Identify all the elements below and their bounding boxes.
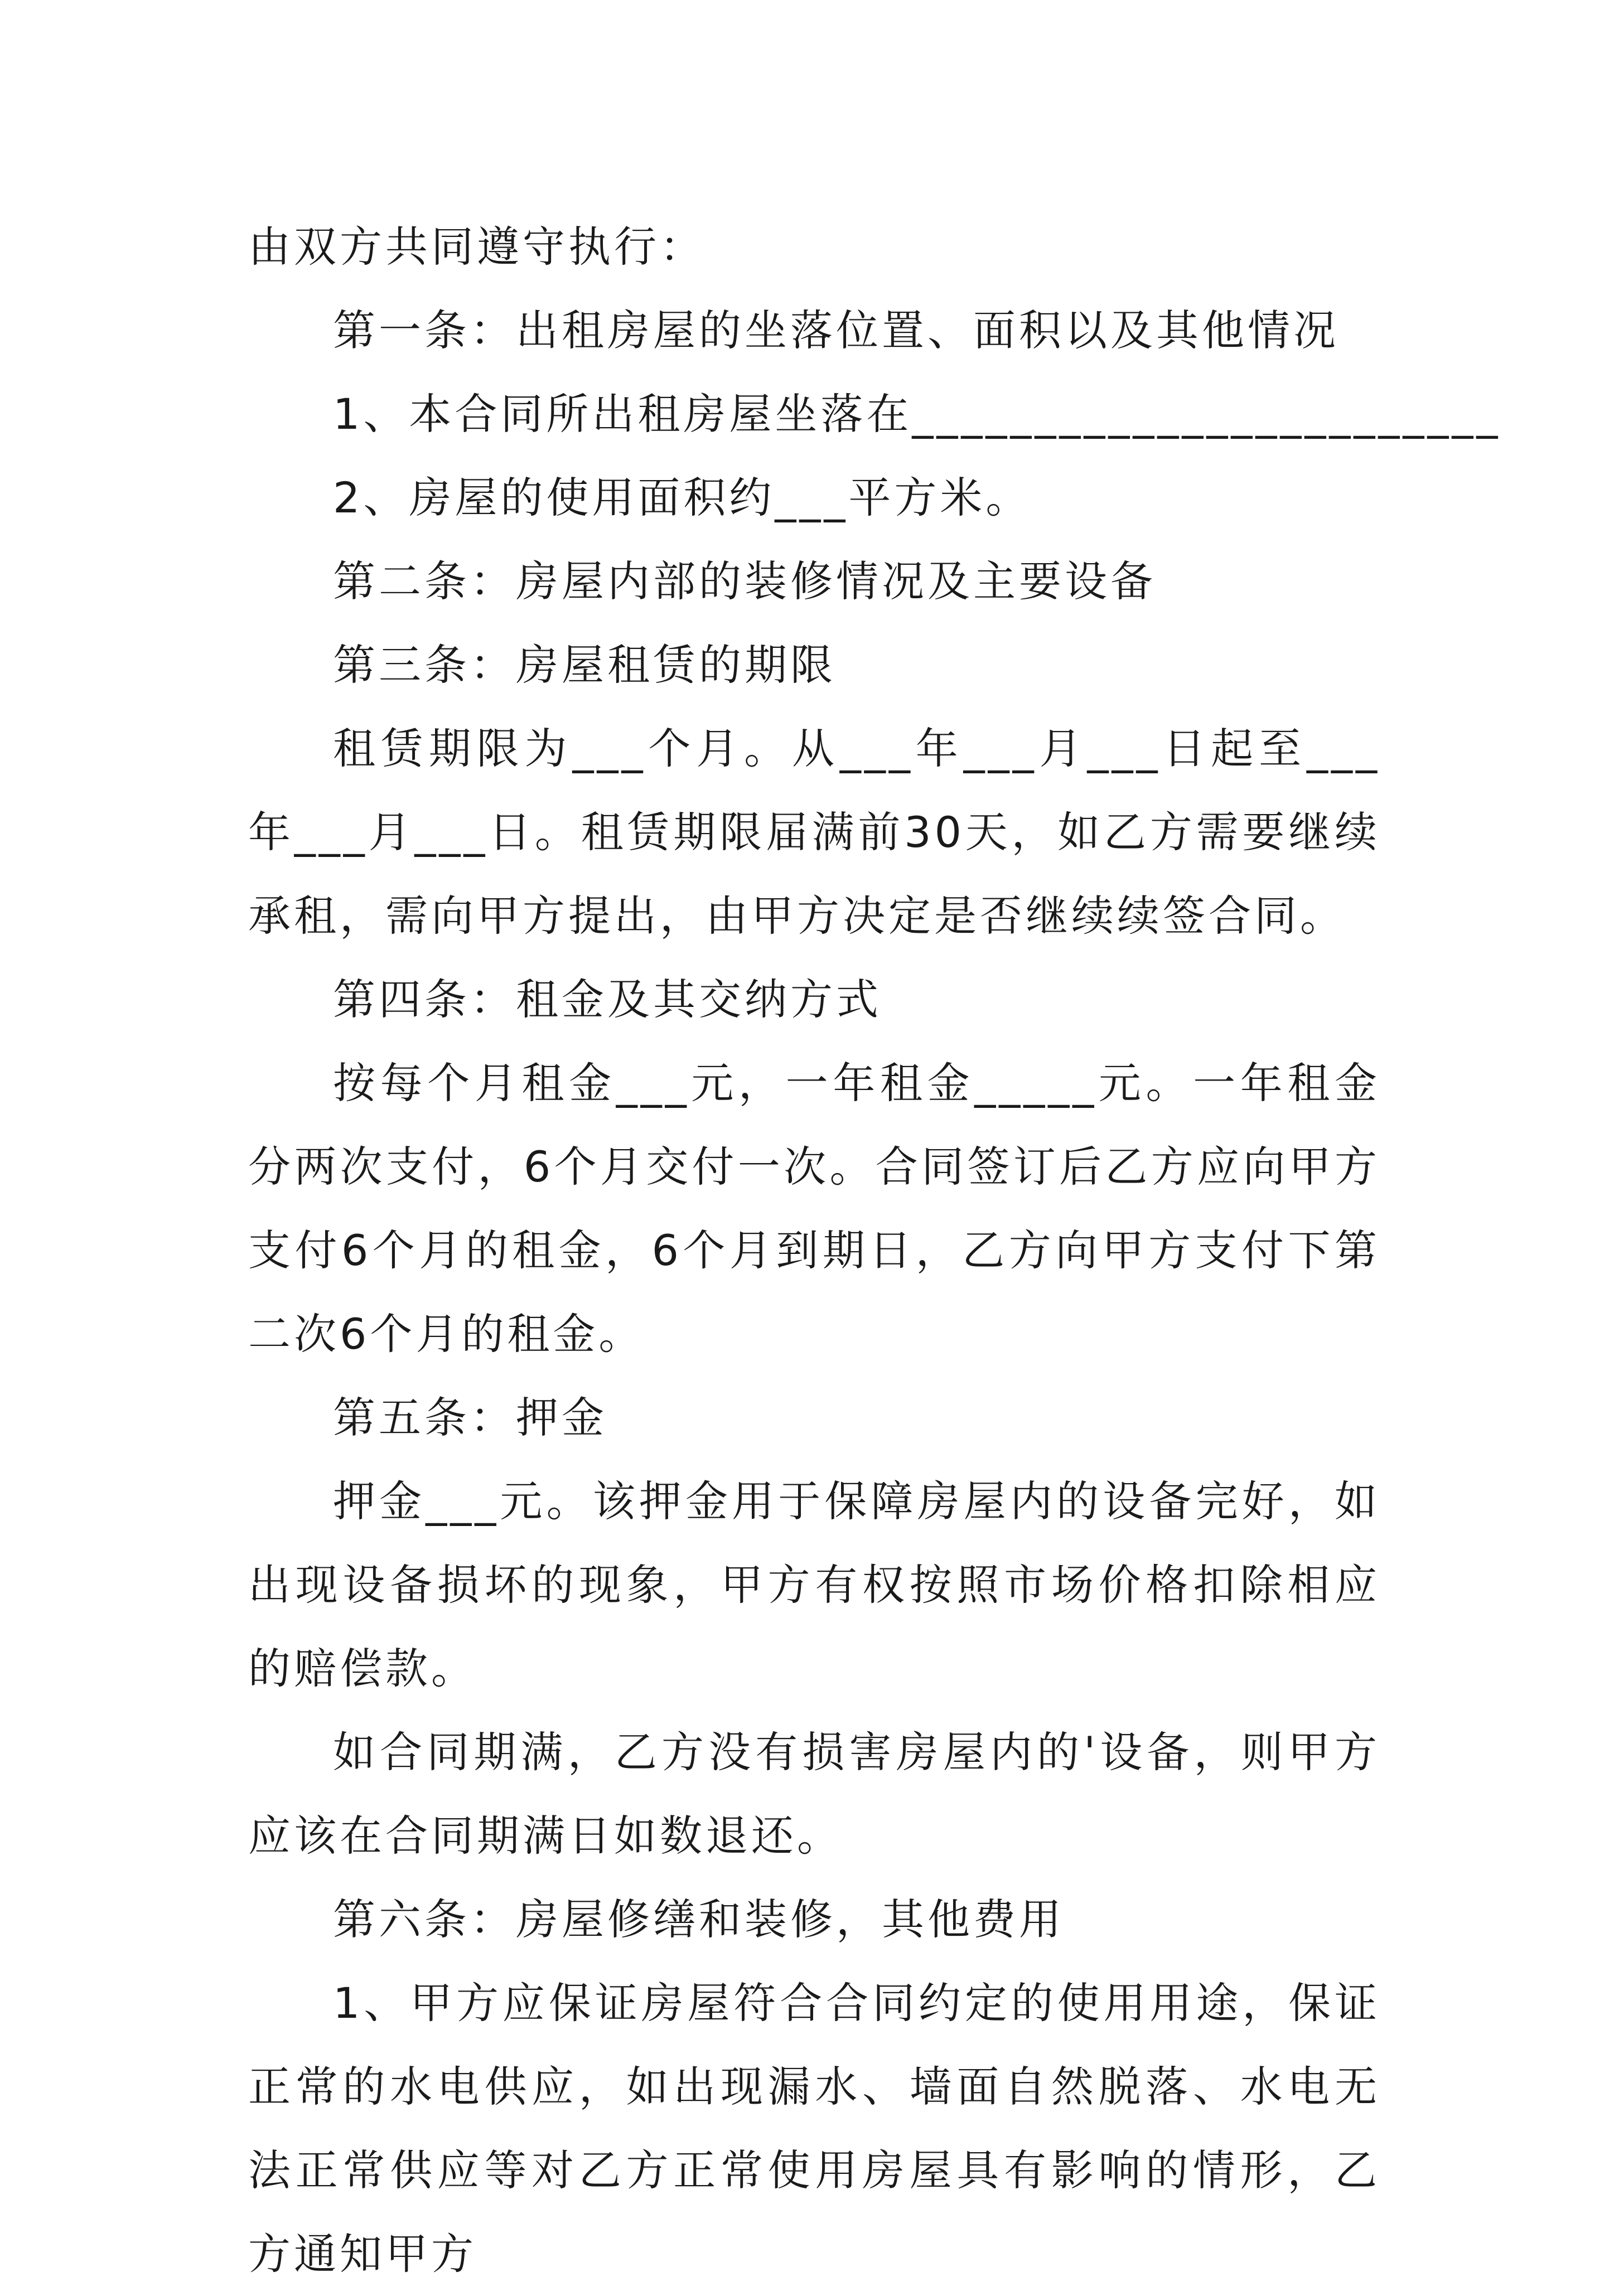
clause-1-heading: 第一条：出租房屋的坐落位置、面积以及其他情况 xyxy=(333,306,1339,355)
clause-2-heading: 第二条：房屋内部的装修情况及主要设备 xyxy=(333,556,1156,606)
clause-4-heading: 第四条：租金及其交纳方式 xyxy=(333,975,882,1024)
clause-6-item-1: 1、甲方应保证房屋符合合同约定的使用用途，保证正常的水电供应，如出现漏水、墙面自然脱落、水电无法正常供应等对乙方正常使用房屋具有影响的情形，乙方通知甲方 xyxy=(248,1978,1380,2279)
clause-4-body: 按每个月租金___元，一年租金_____元。一年租金分两次支付，6个月交付一次。合同签订后乙方应向甲方支付6个月的租金，6个月到期日，乙方向甲方支付下第二次6个月的租金。 xyxy=(248,1058,1380,1359)
clause-6-heading: 第六条：房屋修缮和装修，其他费用 xyxy=(333,1895,1065,1944)
document-body xyxy=(248,205,1501,2296)
clause-1-item-2: 2、房屋的使用面积约___平方米。 xyxy=(333,473,1032,522)
clause-3-body: 租赁期限为___个月。从___年___月___日起至___年___月___日。租赁期限届满前30天，如乙方需要继续承租，需向甲方提出，由甲方决定是否继续续签合同。 xyxy=(248,724,1380,941)
clause-5-body-2: 如合同期满，乙方没有损害房屋内的'设备，则甲方应该在合同期满日如数退还。 xyxy=(248,1727,1380,1861)
paragraph-intro: 由双方共同遵守执行： xyxy=(248,222,705,272)
clause-5-body: 押金___元。该押金用于保障房屋内的设备完好，如出现设备损坏的现象，甲方有权按照市场价格扣除相应的赔偿款。 xyxy=(248,1476,1380,1693)
clause-5-heading: 第五条：押金 xyxy=(333,1393,607,1442)
clause-1-item-1: 1、本合同所出租房屋坐落在________________________ xyxy=(333,389,1501,439)
clause-3-heading: 第三条：房屋租赁的期限 xyxy=(333,640,836,690)
